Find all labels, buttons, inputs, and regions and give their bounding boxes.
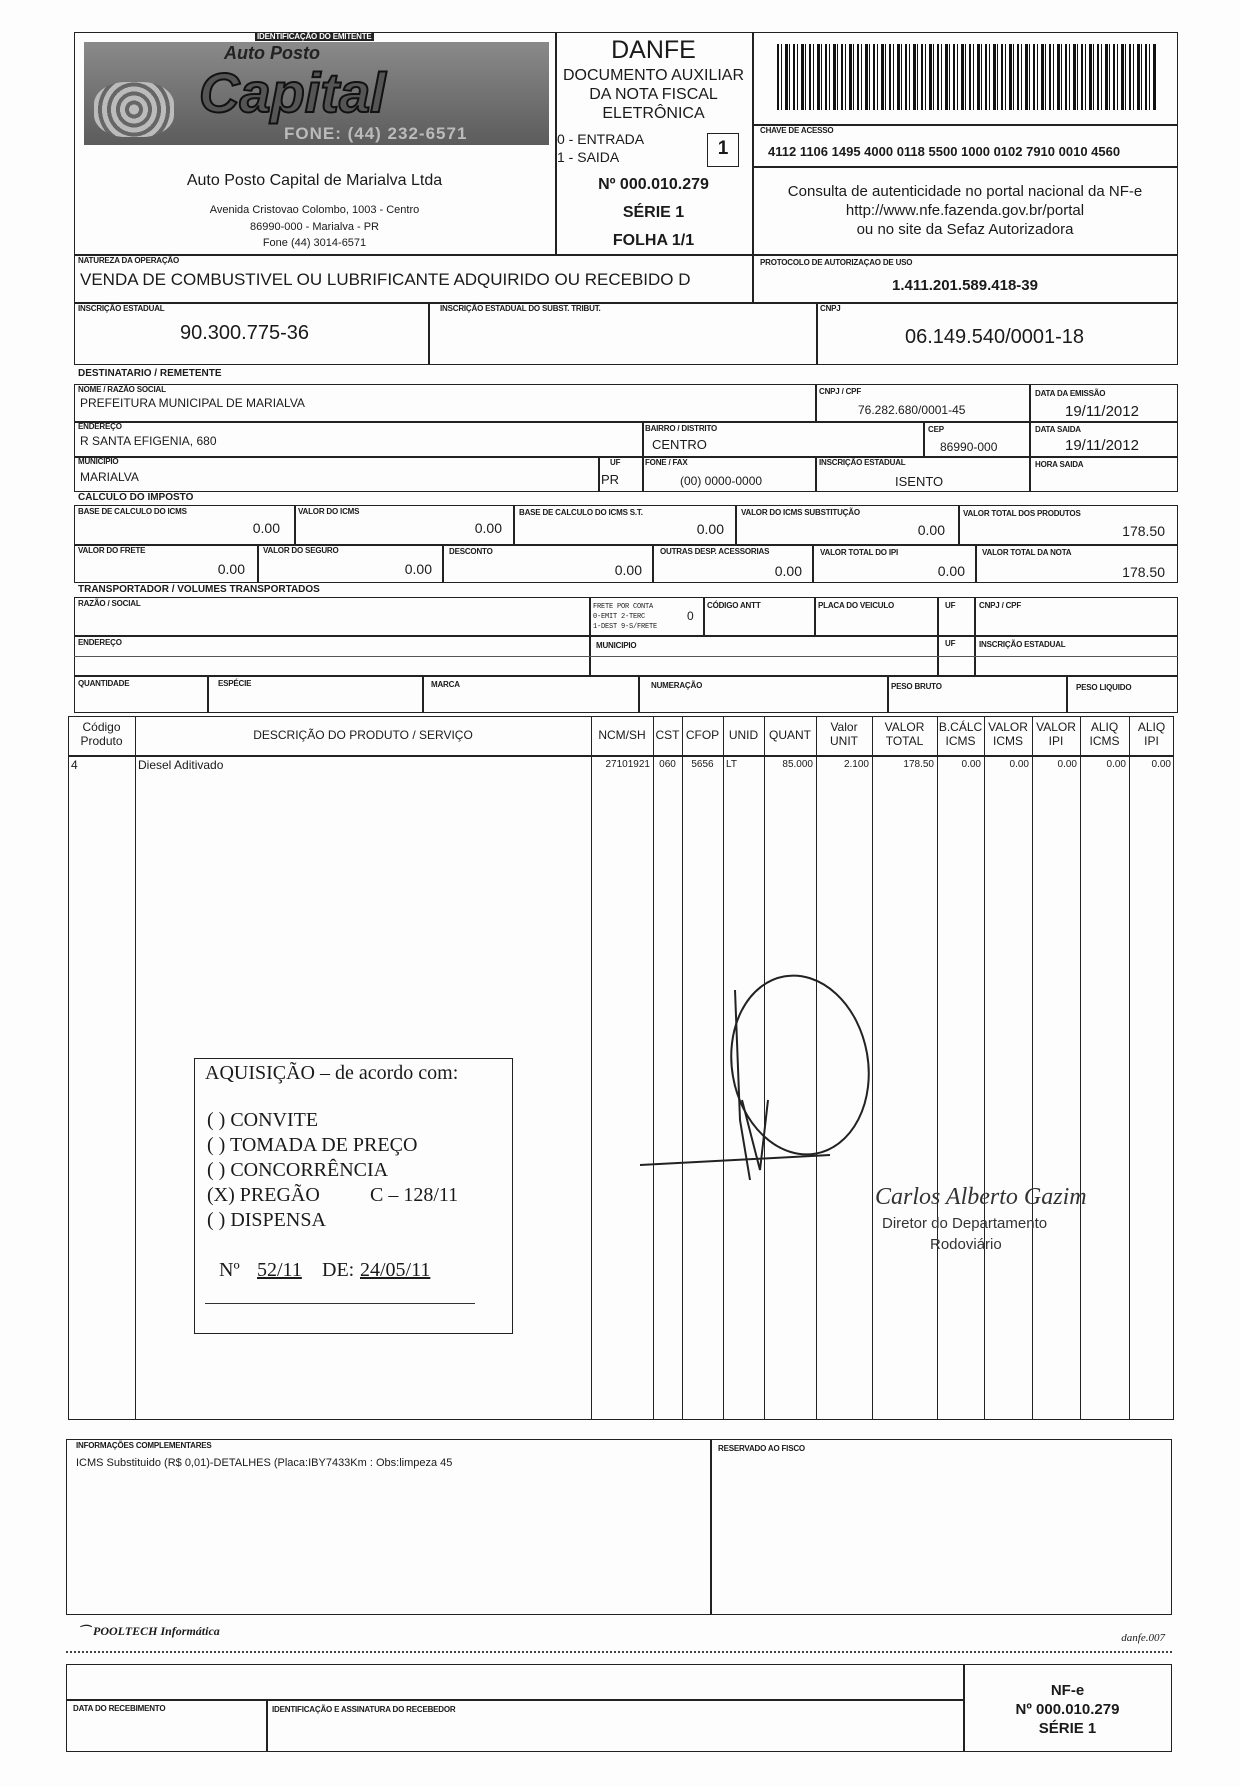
table-cell: 5656 xyxy=(691,759,714,770)
label: VALOR DO ICMS SUBSTITUÇÃO xyxy=(741,508,860,517)
ie-st-label: INSCRIÇÃO ESTADUAL DO SUBST. TRIBUT. xyxy=(440,304,601,313)
column-divider xyxy=(135,716,136,1420)
label: QUANTIDADE xyxy=(78,679,130,688)
signature-dept: Rodoviário xyxy=(930,1236,1002,1253)
ie-value: 90.300.775-36 xyxy=(180,322,310,344)
outras-despesas: 0.00 xyxy=(774,563,802,579)
label: UF xyxy=(945,601,956,610)
nota-serie: SÉRIE 1 xyxy=(622,204,685,221)
table-cell: 0.00 xyxy=(1106,759,1126,770)
stamp-date: 24/05/11 xyxy=(360,1259,431,1281)
saida-label: 1 - SAIDA xyxy=(557,149,620,165)
dest-cep: 86990-000 xyxy=(940,440,998,454)
frete-label xyxy=(593,602,657,632)
column-divider xyxy=(1080,716,1081,1420)
natureza-value: VENDA DE COMBUSTIVEL OU LUBRIFICANTE ADQUIRIDO OU RECEBIDO D xyxy=(80,270,691,289)
table-cell: LT xyxy=(726,759,737,770)
imposto-section-title: CÁLCULO DO IMPOSTO xyxy=(78,492,194,503)
label: FRETE POR CONTA xyxy=(593,603,654,611)
label: DATA SAIDA xyxy=(1035,425,1081,434)
column-divider xyxy=(1129,716,1130,1420)
label: CÓDIGO ANTT xyxy=(707,601,761,610)
danfe-subtitle: DOCUMENTO AUXILIAR xyxy=(562,67,745,84)
frete-value: 0 xyxy=(687,609,694,623)
danfe-subtitle: ELETRÔNICA xyxy=(602,105,705,122)
chave-label: CHAVE DE ACESSO xyxy=(760,126,834,135)
logo-top-text: Auto Posto xyxy=(224,43,320,63)
total-ipi: 0.00 xyxy=(937,563,965,579)
total-produtos: 178.50 xyxy=(1122,523,1165,539)
table-cell: 060 xyxy=(659,759,676,770)
label: MARCA xyxy=(431,680,460,689)
label: VALOR TOTAL DOS PRODUTOS xyxy=(963,509,1081,518)
dest-endereco: R SANTA EFIGENIA, 680 xyxy=(80,434,217,448)
dest-saida: 19/11/2012 xyxy=(1065,437,1139,454)
stamp-option: ( ) CONVITE xyxy=(207,1109,319,1131)
column-divider xyxy=(1032,716,1033,1420)
pregao-number: C – 128/11 xyxy=(370,1184,459,1206)
column-header: CST xyxy=(655,728,680,742)
column-header: VALOR TOTAL xyxy=(884,720,925,748)
table-cell: 0.00 xyxy=(1057,759,1077,770)
table-cell: 0.00 xyxy=(961,759,981,770)
label: CEP xyxy=(928,425,944,434)
table-cell: 178.50 xyxy=(903,759,934,770)
vendor-name: POOLTECH Informática xyxy=(93,1624,220,1638)
signature-scribble xyxy=(640,940,880,1180)
danfe-title: DANFE xyxy=(611,36,696,64)
label: CNPJ / CPF xyxy=(819,387,862,396)
label: NUMERAÇÃO xyxy=(651,681,703,690)
column-header: ALIQ IPI xyxy=(1137,720,1166,748)
label: VALOR DO ICMS xyxy=(298,507,360,516)
column-header: CFOP xyxy=(685,728,720,742)
label: BASE DE CALCULO DO ICMS S.T. xyxy=(519,508,643,517)
fisco-label: RESERVADO AO FISCO xyxy=(718,1444,805,1453)
label: MUNICIPIO xyxy=(596,641,637,650)
dest-municipio: MARIALVA xyxy=(80,470,139,484)
stamp-option: ( ) DISPENSA xyxy=(207,1209,326,1231)
label: INSCRIÇÃO ESTADUAL xyxy=(979,640,1066,649)
label: ENDEREÇO xyxy=(78,422,122,431)
logo-main-text: Capital xyxy=(199,61,386,124)
nota-folha: FOLHA 1/1 xyxy=(612,232,695,249)
table-cell: 0.00 xyxy=(1009,759,1029,770)
column-divider xyxy=(984,716,985,1420)
label: DATA DA EMISSÃO xyxy=(1035,389,1106,398)
cut-line xyxy=(66,1651,1172,1653)
dest-nome: PREFEITURA MUNICIPAL DE MARIALVA xyxy=(80,396,305,410)
danfe-subtitle: DA NOTA FISCAL xyxy=(589,86,718,103)
canhoto-nfe: NF-e xyxy=(1050,1682,1085,1699)
info-text: ICMS Substituido (R$ 0,01)-DETALHES (Placa:IBY7433Km : Obs:limpeza 45 xyxy=(76,1457,453,1469)
dest-ie: ISENTO xyxy=(895,474,944,489)
column-header: DESCRIÇÃO DO PRODUTO / SERVIÇO xyxy=(253,728,473,742)
chave-acesso: 4112 1106 1495 4000 0118 5500 1000 0102 7910 0010 4560 xyxy=(768,144,1121,159)
base-icms-st: 0.00 xyxy=(696,521,724,537)
dest-emissao: 19/11/2012 xyxy=(1065,403,1139,420)
table-cell: 27101921 xyxy=(605,759,650,770)
label: INSCRIÇÃO ESTADUAL xyxy=(819,458,906,467)
column-header: VALOR IPI xyxy=(1036,720,1076,748)
label: ESPÉCIE xyxy=(218,679,252,688)
dest-uf: PR xyxy=(601,472,620,487)
stamp-num: 52/11 xyxy=(257,1259,302,1281)
label: CNPJ / CPF xyxy=(979,601,1022,610)
vendor-logo-icon: ⌒ xyxy=(78,1624,94,1638)
column-divider xyxy=(937,716,938,1420)
column-header: NCM/SH xyxy=(598,728,646,742)
label: VALOR TOTAL DO IPI xyxy=(820,548,899,557)
column-header: Código Produto xyxy=(80,720,123,748)
vendor-credit xyxy=(78,1625,220,1639)
stamp-option: ( ) CONCORRÊNCIA xyxy=(207,1159,389,1181)
stamp-option: ( ) TOMADA DE PREÇO xyxy=(207,1134,418,1156)
dest-section-title: DESTINATARIO / REMETENTE xyxy=(78,368,222,379)
natureza-label: NATUREZA DA OPERAÇÃO xyxy=(78,256,180,265)
table-cell: 85.000 xyxy=(782,759,813,770)
label: PESO LIQUIDO xyxy=(1076,683,1132,692)
label: VALOR DO SEGURO xyxy=(263,546,339,555)
label: BASE DE CALCULO DO ICMS xyxy=(78,507,187,516)
logo-phone-text: FONE: (44) 232-6571 xyxy=(284,124,468,143)
signature-name: Carlos Alberto Gazim xyxy=(875,1184,1087,1210)
valor-seguro: 0.00 xyxy=(404,561,432,577)
consulta-text: Consulta de autenticidade no portal nacional da NF-e xyxy=(787,183,1143,200)
protocolo-value: 1.411.201.589.418-39 xyxy=(892,277,1038,294)
label: IDENTIFICAÇÃO E ASSINATURA DO RECEBEDOR xyxy=(272,1705,456,1714)
label: UF xyxy=(945,639,956,648)
base-icms: 0.00 xyxy=(252,520,280,536)
nota-numero: Nº 000.010.279 xyxy=(598,176,709,193)
column-header: QUANT xyxy=(769,728,811,742)
label: DESCONTO xyxy=(449,547,493,556)
table-cell: Diesel Aditivado xyxy=(138,758,224,772)
canhoto-numero: Nº 000.010.279 xyxy=(1015,1701,1120,1718)
column-header: VALOR ICMS xyxy=(988,720,1028,748)
emitente-address: Avenida Cristovao Colombo, 1003 - Centro xyxy=(209,204,420,216)
stamp-title: AQUISIÇÃO – de acordo com: xyxy=(205,1062,459,1084)
label: 1-DEST 9-S/FRETE xyxy=(593,623,658,631)
label: PESO BRUTO xyxy=(891,682,942,691)
column-header: B.CÁLC ICMS xyxy=(938,720,983,748)
acquisition-stamp xyxy=(194,1058,513,1334)
tipo-box: 1 xyxy=(707,133,739,167)
label: PLACA DO VEICULO xyxy=(818,601,895,610)
entrada-label: 0 - ENTRADA xyxy=(557,131,645,147)
table-cell: 2.100 xyxy=(843,759,869,770)
desconto: 0.00 xyxy=(614,562,642,578)
column-header: ALIQ ICMS xyxy=(1089,720,1120,748)
label: ENDEREÇO xyxy=(78,638,122,647)
label: BAIRRO / DISTRITO xyxy=(645,424,718,433)
emitente-label: IDENTIFICAÇÃO DO EMITENTE xyxy=(257,32,372,41)
consulta-text: ou no site da Sefaz Autorizadora xyxy=(856,221,1074,238)
cnpj-value: 06.149.540/0001-18 xyxy=(905,326,1085,348)
label: FONE / FAX xyxy=(645,458,688,467)
dest-cnpj: 76.282.680/0001-45 xyxy=(858,403,966,417)
label: DATA DO RECEBIMENTO xyxy=(73,1704,166,1713)
column-header: UNID xyxy=(728,728,759,742)
canhoto-serie: SÉRIE 1 xyxy=(1038,1720,1097,1737)
label: UF xyxy=(610,458,621,467)
consulta-url[interactable]: http://www.nfe.fazenda.gov.br/portal xyxy=(845,202,1085,219)
transp-section-title: TRANSPORTADOR / VOLUMES TRANSPORTADOS xyxy=(78,584,320,595)
emitente-phone: Fone (44) 3014-6571 xyxy=(262,237,367,249)
emitente-name: Auto Posto Capital de Marialva Ltda xyxy=(186,172,443,189)
label: 0-EMIT 2-TERC xyxy=(593,613,646,621)
ie-label: INSCRIÇÃO ESTADUAL xyxy=(78,304,165,313)
barcode xyxy=(777,44,1157,110)
label: OUTRAS DESP. ACESSORIAS xyxy=(660,547,770,556)
protocolo-label: PROTOCOLO DE AUTORIZAÇAO DE USO xyxy=(760,258,913,267)
total-nota: 178.50 xyxy=(1122,564,1165,580)
label: DE: xyxy=(322,1259,355,1281)
column-divider xyxy=(591,716,592,1420)
info-label: INFORMAÇÕES COMPLEMENTARES xyxy=(76,1441,212,1450)
label: VALOR TOTAL DA NOTA xyxy=(982,548,1072,557)
form-code: danfe.007 xyxy=(1121,1632,1165,1644)
company-logo xyxy=(84,42,549,145)
table-cell: 4 xyxy=(71,758,78,772)
label: MUNICIPIO xyxy=(78,457,119,466)
emitente-city: 86990-000 - Marialva - PR xyxy=(249,221,379,233)
label: Nº xyxy=(219,1259,240,1281)
valor-frete: 0.00 xyxy=(217,561,245,577)
cnpj-label: CNPJ xyxy=(820,304,841,313)
label: RAZÃO / SOCIAL xyxy=(78,599,141,608)
signature-role: Diretor do Departamento xyxy=(882,1215,1048,1232)
dest-fone: (00) 0000-0000 xyxy=(680,474,763,488)
table-cell: 0.00 xyxy=(1151,759,1171,770)
valor-icms: 0.00 xyxy=(474,520,502,536)
label: NOME / RAZÃO SOCIAL xyxy=(78,385,166,394)
column-header: Valor UNIT xyxy=(830,720,858,748)
valor-icms-st: 0.00 xyxy=(917,522,945,538)
dest-bairro: CENTRO xyxy=(652,437,707,452)
stamp-option-selected: (X) PREGÃO xyxy=(207,1184,320,1206)
label: VALOR DO FRETE xyxy=(78,546,146,555)
label: HORA SAIDA xyxy=(1035,460,1084,469)
